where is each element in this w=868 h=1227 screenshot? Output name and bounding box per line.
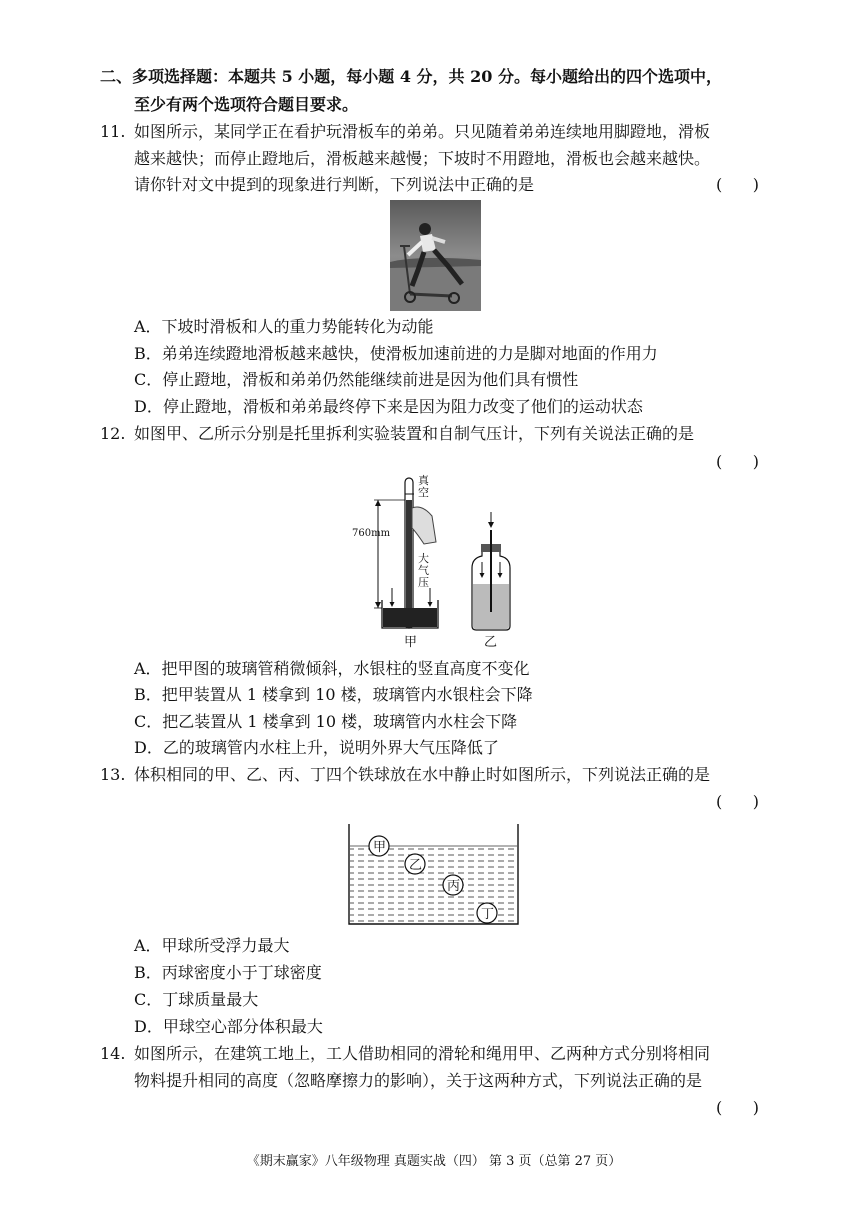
q11-stem-line1: 如图所示，某同学正在看护玩滑板车的弟弟。只见随着弟弟连续地用脚蹬地，滑板 <box>134 122 711 141</box>
q13-stem-line1: 体积相同的甲、乙、丙、丁四个铁球放在水中静止时如图所示，下列说法正确的是 <box>134 765 711 784</box>
q12-number: 12. <box>100 424 126 443</box>
q11-option-b: B．弟弟连续蹬地滑板越来越快，使滑板加速前进的力是脚对地面的作用力 <box>134 344 658 363</box>
q11-number: 11. <box>100 122 126 141</box>
q14-stem-line1: 如图所示，在建筑工地上，工人借助相同的滑轮和绳用甲、乙两种方式分别将相同 <box>134 1044 711 1063</box>
label-vacuum-1: 真 <box>418 474 429 487</box>
q12-option-a: A．把甲图的玻璃管稍微倾斜，水银柱的竖直高度不变化 <box>134 659 530 678</box>
label-ball-yi: 乙 <box>409 858 423 873</box>
q11-stem-line2: 越来越快；而停止蹬地后，滑板越来越慢；下坡时不用蹬地，滑板也会越来越快。 <box>134 149 711 168</box>
q13-option-a: A．甲球所受浮力最大 <box>134 936 290 955</box>
label-ball-jia: 甲 <box>373 840 387 855</box>
q11-option-a: A．下坡时滑板和人的重力势能转化为动能 <box>134 317 434 336</box>
label-ball-bing: 丙 <box>447 879 461 894</box>
barometer-figure <box>350 472 530 652</box>
q14-number: 14. <box>100 1044 126 1063</box>
q14-stem-line2: 物料提升相同的高度（忽略摩擦力的影响），关于这两种方式，下列说法正确的是 <box>134 1071 703 1090</box>
label-yi: 乙 <box>484 635 498 650</box>
q11-option-d: D．停止蹬地，滑板和弟弟最终停下来是因为阻力改变了他们的运动状态 <box>134 397 643 416</box>
label-jia: 甲 <box>404 635 418 650</box>
q13-option-b: B．丙球密度小于丁球密度 <box>134 963 322 982</box>
q13-option-d: D．甲球空心部分体积最大 <box>134 1017 323 1036</box>
q12-option-c: C．把乙装置从 1 楼拿到 10 楼，玻璃管内水柱会下降 <box>134 712 518 731</box>
label-atm-3: 压 <box>418 576 429 589</box>
q11-answer-paren: ( ) <box>716 175 759 194</box>
label-atm-2: 气 <box>418 564 429 577</box>
section-title-line2: 至少有两个选项符合题目要求。 <box>134 95 359 114</box>
iron-balls-figure <box>347 822 522 928</box>
q11-option-c: C．停止蹬地，滑板和弟弟仍然能继续前进是因为他们具有惯性 <box>134 370 579 389</box>
label-ball-ding: 丁 <box>481 907 495 922</box>
q12-option-d: D．乙的玻璃管内水柱上升，说明外界大气压降低了 <box>134 738 499 757</box>
label-vacuum-2: 空 <box>418 486 429 499</box>
q13-answer-paren: ( ) <box>716 792 759 811</box>
q13-option-c: C．丁球质量最大 <box>134 990 259 1009</box>
section-title-line1: 二、多项选择题：本题共 5 小题，每小题 4 分，共 20 分。每小题给出的四个选项中， <box>100 67 722 86</box>
q12-answer-paren: ( ) <box>716 452 759 471</box>
q11-stem-line3: 请你针对文中提到的现象进行判断，下列说法中正确的是 <box>134 175 535 194</box>
scooter-photo <box>390 200 481 311</box>
label-760mm: 760mm <box>352 528 391 539</box>
q12-option-b: B．把甲装置从 1 楼拿到 10 楼，玻璃管内水银柱会下降 <box>134 685 533 704</box>
label-atm-1: 大 <box>418 552 429 565</box>
q13-number: 13. <box>100 765 126 784</box>
q14-answer-paren: ( ) <box>716 1098 759 1117</box>
page-footer: 《期末赢家》八年级物理 真题实战（四） 第 3 页（总第 27 页） <box>246 1154 622 1169</box>
q12-stem-line1: 如图甲、乙所示分别是托里拆利实验装置和自制气压计，下列有关说法正确的是 <box>134 424 695 443</box>
